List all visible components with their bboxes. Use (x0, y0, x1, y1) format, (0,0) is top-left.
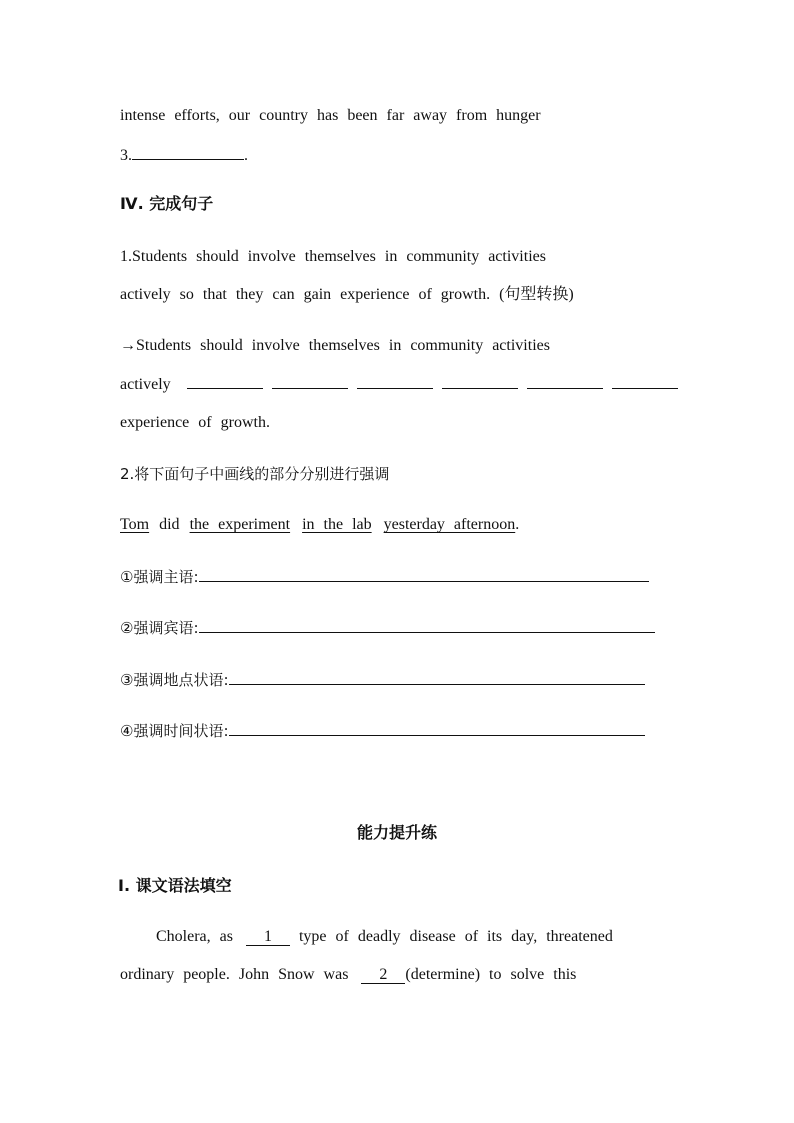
emphasis-object-label: ②强调宾语: (120, 619, 199, 637)
sentence-period: . (515, 516, 520, 533)
passage-text: ordinary people. John Snow was (120, 966, 349, 983)
q1-answer-start: actively (120, 376, 171, 393)
passage-text: type of deadly disease of its day, threatened (298, 928, 613, 945)
answer-blank[interactable] (527, 374, 603, 389)
q2-instruction: 2.将下面句子中画线的部分分别进行强调 (120, 465, 390, 483)
answer-blank[interactable] (187, 374, 263, 389)
emphasis-time-row (120, 721, 645, 741)
passage-text: (determine) to solve this (405, 966, 577, 983)
part1-title: Ⅰ. 课文语法填空 (118, 876, 232, 895)
underlined-time: yesterday afternoon (383, 516, 516, 533)
emphasis-subject-label: ①强调主语: (120, 568, 199, 586)
q1-line2: actively so that they can gain experience of growth. (句型转换) (120, 286, 574, 303)
answer-blank[interactable] (272, 374, 348, 389)
blank-1[interactable]: 1 (246, 929, 290, 946)
item-3-number: 3. (120, 147, 132, 164)
q1-answer-line (120, 374, 678, 395)
q1-arrow-line: →Students should involve themselves in community activities (120, 337, 550, 354)
item-3: 3. . (120, 147, 248, 164)
underlined-subject: Tom (120, 516, 150, 533)
answer-blank[interactable] (357, 374, 433, 389)
underlined-place: in the lab (302, 516, 372, 533)
emphasis-subject-row (120, 567, 649, 587)
blank-2[interactable]: 2 (361, 967, 405, 984)
q2-sentence (120, 515, 519, 535)
q1-line1: 1.Students should involve themselves in community activities (120, 248, 546, 265)
emphasis-place-row (120, 670, 645, 690)
answer-blank[interactable] (132, 145, 244, 160)
answer-line[interactable] (199, 567, 649, 582)
section-iv-title: Ⅳ. 完成句子 (120, 194, 214, 213)
answer-line[interactable] (229, 670, 645, 685)
prev-text-line: intense efforts, our country has been far away from hunger (120, 107, 541, 124)
sentence-verb: did (159, 516, 180, 533)
answer-blank[interactable] (612, 374, 678, 389)
answer-line[interactable] (199, 618, 655, 633)
emphasis-time-label: ④强调时间状语: (120, 722, 229, 740)
q1-line5: experience of growth. (120, 414, 270, 431)
emphasis-object-row (120, 618, 655, 638)
advanced-practice-heading: 能力提升练 (356, 823, 437, 842)
answer-blank[interactable] (442, 374, 518, 389)
emphasis-place-label: ③强调地点状语: (120, 671, 229, 689)
passage-text: Cholera, as (156, 928, 233, 945)
underlined-object: the experiment (189, 516, 291, 533)
passage-line2 (120, 965, 576, 985)
passage-line1 (156, 927, 613, 947)
answer-line[interactable] (229, 721, 645, 736)
